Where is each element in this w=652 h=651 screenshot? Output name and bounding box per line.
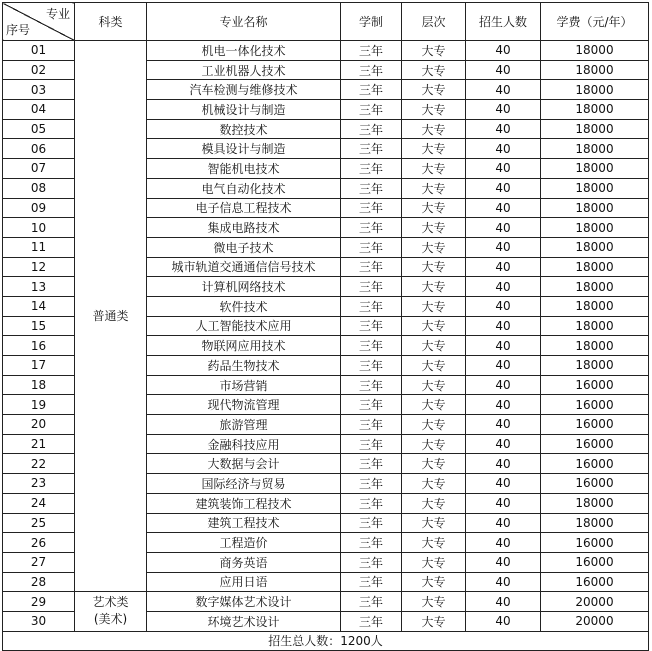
tuition: 18000	[541, 159, 649, 179]
tuition: 18000	[541, 316, 649, 336]
enrollment-count: 40	[466, 80, 541, 100]
enrollment-count: 40	[466, 178, 541, 198]
tuition: 16000	[541, 395, 649, 415]
row-number: 17	[3, 356, 75, 376]
enrollment-count: 40	[466, 533, 541, 553]
tuition: 18000	[541, 356, 649, 376]
enrollment-table-container	[2, 2, 649, 651]
row-number: 26	[3, 533, 75, 553]
row-number: 15	[3, 316, 75, 336]
level: 大专	[402, 100, 466, 120]
header-enrollment: 招生人数	[466, 3, 541, 41]
level: 大专	[402, 257, 466, 277]
header-diagonal-cell	[3, 3, 75, 41]
enrollment-count: 40	[466, 592, 541, 612]
level: 大专	[402, 513, 466, 533]
header-tuition: 学费（元/年）	[541, 3, 649, 41]
enrollment-count: 40	[466, 434, 541, 454]
duration: 三年	[341, 296, 402, 316]
duration: 三年	[341, 395, 402, 415]
row-number: 05	[3, 119, 75, 139]
row-number: 01	[3, 41, 75, 61]
row-number: 25	[3, 513, 75, 533]
tuition: 18000	[541, 493, 649, 513]
tuition: 18000	[541, 336, 649, 356]
level: 大专	[402, 572, 466, 592]
major-name: 现代物流管理	[147, 395, 341, 415]
tuition: 20000	[541, 592, 649, 612]
enrollment-count: 40	[466, 395, 541, 415]
duration: 三年	[341, 552, 402, 572]
tuition: 16000	[541, 434, 649, 454]
enrollment-count: 40	[466, 356, 541, 376]
duration: 三年	[341, 257, 402, 277]
level: 大专	[402, 592, 466, 612]
major-name: 集成电路技术	[147, 218, 341, 238]
enrollment-count: 40	[466, 100, 541, 120]
enrollment-count: 40	[466, 415, 541, 435]
tuition: 18000	[541, 119, 649, 139]
level: 大专	[402, 139, 466, 159]
enrollment-count: 40	[466, 60, 541, 80]
level: 大专	[402, 434, 466, 454]
row-number: 07	[3, 159, 75, 179]
level: 大专	[402, 41, 466, 61]
duration: 三年	[341, 415, 402, 435]
enrollment-count: 40	[466, 159, 541, 179]
enrollment-count: 40	[466, 513, 541, 533]
duration: 三年	[341, 277, 402, 297]
duration: 三年	[341, 474, 402, 494]
row-number: 08	[3, 178, 75, 198]
level: 大专	[402, 454, 466, 474]
level: 大专	[402, 198, 466, 218]
row-number: 21	[3, 434, 75, 454]
major-name: 汽车检测与维修技术	[147, 80, 341, 100]
enrollment-count: 40	[466, 296, 541, 316]
row-number: 10	[3, 218, 75, 238]
level: 大专	[402, 611, 466, 631]
row-number: 03	[3, 80, 75, 100]
major-name: 城市轨道交通通信信号技术	[147, 257, 341, 277]
total-row	[3, 631, 649, 651]
tuition: 16000	[541, 474, 649, 494]
tuition: 18000	[541, 198, 649, 218]
row-number: 13	[3, 277, 75, 297]
level: 大专	[402, 336, 466, 356]
tuition: 18000	[541, 178, 649, 198]
level: 大专	[402, 60, 466, 80]
level: 大专	[402, 533, 466, 553]
major-name: 计算机网络技术	[147, 277, 341, 297]
row-number: 20	[3, 415, 75, 435]
row-number: 22	[3, 454, 75, 474]
duration: 三年	[341, 41, 402, 61]
major-name: 电气自动化技术	[147, 178, 341, 198]
row-number: 23	[3, 474, 75, 494]
major-name: 金融科技应用	[147, 434, 341, 454]
major-name: 大数据与会计	[147, 454, 341, 474]
row-number: 30	[3, 611, 75, 631]
major-name: 微电子技术	[147, 237, 341, 257]
duration: 三年	[341, 80, 402, 100]
tuition: 18000	[541, 257, 649, 277]
enrollment-count: 40	[466, 375, 541, 395]
header-major-label: 专业	[45, 7, 70, 21]
enrollment-count: 40	[466, 257, 541, 277]
tuition: 18000	[541, 237, 649, 257]
level: 大专	[402, 119, 466, 139]
level: 大专	[402, 395, 466, 415]
enrollment-count: 40	[466, 237, 541, 257]
header-category: 科类	[75, 3, 147, 41]
tuition: 16000	[541, 375, 649, 395]
total-enrollment-text: 招生总人数：1200人	[3, 631, 649, 651]
level: 大专	[402, 178, 466, 198]
major-name: 旅游管理	[147, 415, 341, 435]
tuition: 18000	[541, 218, 649, 238]
duration: 三年	[341, 513, 402, 533]
row-number: 04	[3, 100, 75, 120]
enrollment-count: 40	[466, 493, 541, 513]
category-art-line2: (美术)	[93, 612, 128, 627]
major-name: 国际经济与贸易	[147, 474, 341, 494]
duration: 三年	[341, 178, 402, 198]
row-number: 18	[3, 375, 75, 395]
duration: 三年	[341, 454, 402, 474]
major-name: 数字媒体艺术设计	[147, 592, 341, 612]
tuition: 16000	[541, 572, 649, 592]
row-number: 16	[3, 336, 75, 356]
enrollment-table	[2, 2, 649, 651]
table-body	[3, 41, 649, 632]
row-number: 28	[3, 572, 75, 592]
major-name: 应用日语	[147, 572, 341, 592]
duration: 三年	[341, 375, 402, 395]
tuition: 16000	[541, 552, 649, 572]
duration: 三年	[341, 592, 402, 612]
tuition: 18000	[541, 100, 649, 120]
enrollment-count: 40	[466, 41, 541, 61]
level: 大专	[402, 474, 466, 494]
row-number: 19	[3, 395, 75, 415]
tuition: 18000	[541, 80, 649, 100]
enrollment-count: 40	[466, 198, 541, 218]
header-level: 层次	[402, 3, 466, 41]
level: 大专	[402, 237, 466, 257]
tuition: 18000	[541, 41, 649, 61]
category-general: 普通类	[75, 41, 147, 592]
row-number: 02	[3, 60, 75, 80]
table-row	[3, 41, 649, 61]
enrollment-count: 40	[466, 474, 541, 494]
header-serial-label: 序号	[6, 23, 31, 37]
level: 大专	[402, 277, 466, 297]
tuition: 18000	[541, 277, 649, 297]
major-name: 建筑工程技术	[147, 513, 341, 533]
header-major-name: 专业名称	[147, 3, 341, 41]
major-name: 物联网应用技术	[147, 336, 341, 356]
level: 大专	[402, 415, 466, 435]
enrollment-count: 40	[466, 316, 541, 336]
duration: 三年	[341, 493, 402, 513]
level: 大专	[402, 316, 466, 336]
enrollment-count: 40	[466, 139, 541, 159]
tuition: 16000	[541, 533, 649, 553]
enrollment-count: 40	[466, 611, 541, 631]
duration: 三年	[341, 119, 402, 139]
level: 大专	[402, 159, 466, 179]
major-name: 软件技术	[147, 296, 341, 316]
duration: 三年	[341, 434, 402, 454]
tuition: 16000	[541, 454, 649, 474]
level: 大专	[402, 493, 466, 513]
major-name: 商务英语	[147, 552, 341, 572]
major-name: 建筑装饰工程技术	[147, 493, 341, 513]
duration: 三年	[341, 60, 402, 80]
duration: 三年	[341, 237, 402, 257]
level: 大专	[402, 296, 466, 316]
major-name: 模具设计与制造	[147, 139, 341, 159]
tuition: 18000	[541, 296, 649, 316]
enrollment-count: 40	[466, 336, 541, 356]
duration: 三年	[341, 316, 402, 336]
level: 大专	[402, 552, 466, 572]
duration: 三年	[341, 611, 402, 631]
row-number: 09	[3, 198, 75, 218]
enrollment-count: 40	[466, 454, 541, 474]
major-name: 电子信息工程技术	[147, 198, 341, 218]
major-name: 环境艺术设计	[147, 611, 341, 631]
major-name: 数控技术	[147, 119, 341, 139]
header-duration: 学制	[341, 3, 402, 41]
row-number: 24	[3, 493, 75, 513]
tuition: 18000	[541, 513, 649, 533]
duration: 三年	[341, 572, 402, 592]
duration: 三年	[341, 336, 402, 356]
duration: 三年	[341, 218, 402, 238]
enrollment-count: 40	[466, 552, 541, 572]
enrollment-count: 40	[466, 572, 541, 592]
major-name: 工程造价	[147, 533, 341, 553]
tuition: 18000	[541, 139, 649, 159]
duration: 三年	[341, 100, 402, 120]
category-art	[75, 592, 147, 631]
category-art-line1: 艺术类	[92, 595, 129, 610]
tuition: 16000	[541, 415, 649, 435]
tuition: 20000	[541, 611, 649, 631]
row-number: 14	[3, 296, 75, 316]
major-name: 工业机器人技术	[147, 60, 341, 80]
enrollment-count: 40	[466, 218, 541, 238]
level: 大专	[402, 356, 466, 376]
level: 大专	[402, 80, 466, 100]
enrollment-count: 40	[466, 119, 541, 139]
major-name: 人工智能技术应用	[147, 316, 341, 336]
table-row	[3, 592, 649, 612]
duration: 三年	[341, 139, 402, 159]
major-name: 机械设计与制造	[147, 100, 341, 120]
enrollment-count: 40	[466, 277, 541, 297]
level: 大专	[402, 218, 466, 238]
major-name: 药品生物技术	[147, 356, 341, 376]
tuition: 18000	[541, 60, 649, 80]
duration: 三年	[341, 159, 402, 179]
duration: 三年	[341, 356, 402, 376]
row-number: 29	[3, 592, 75, 612]
level: 大专	[402, 375, 466, 395]
duration: 三年	[341, 533, 402, 553]
major-name: 智能机电技术	[147, 159, 341, 179]
major-name: 机电一体化技术	[147, 41, 341, 61]
duration: 三年	[341, 198, 402, 218]
row-number: 11	[3, 237, 75, 257]
row-number: 27	[3, 552, 75, 572]
row-number: 12	[3, 257, 75, 277]
header-row	[3, 3, 649, 41]
row-number: 06	[3, 139, 75, 159]
major-name: 市场营销	[147, 375, 341, 395]
